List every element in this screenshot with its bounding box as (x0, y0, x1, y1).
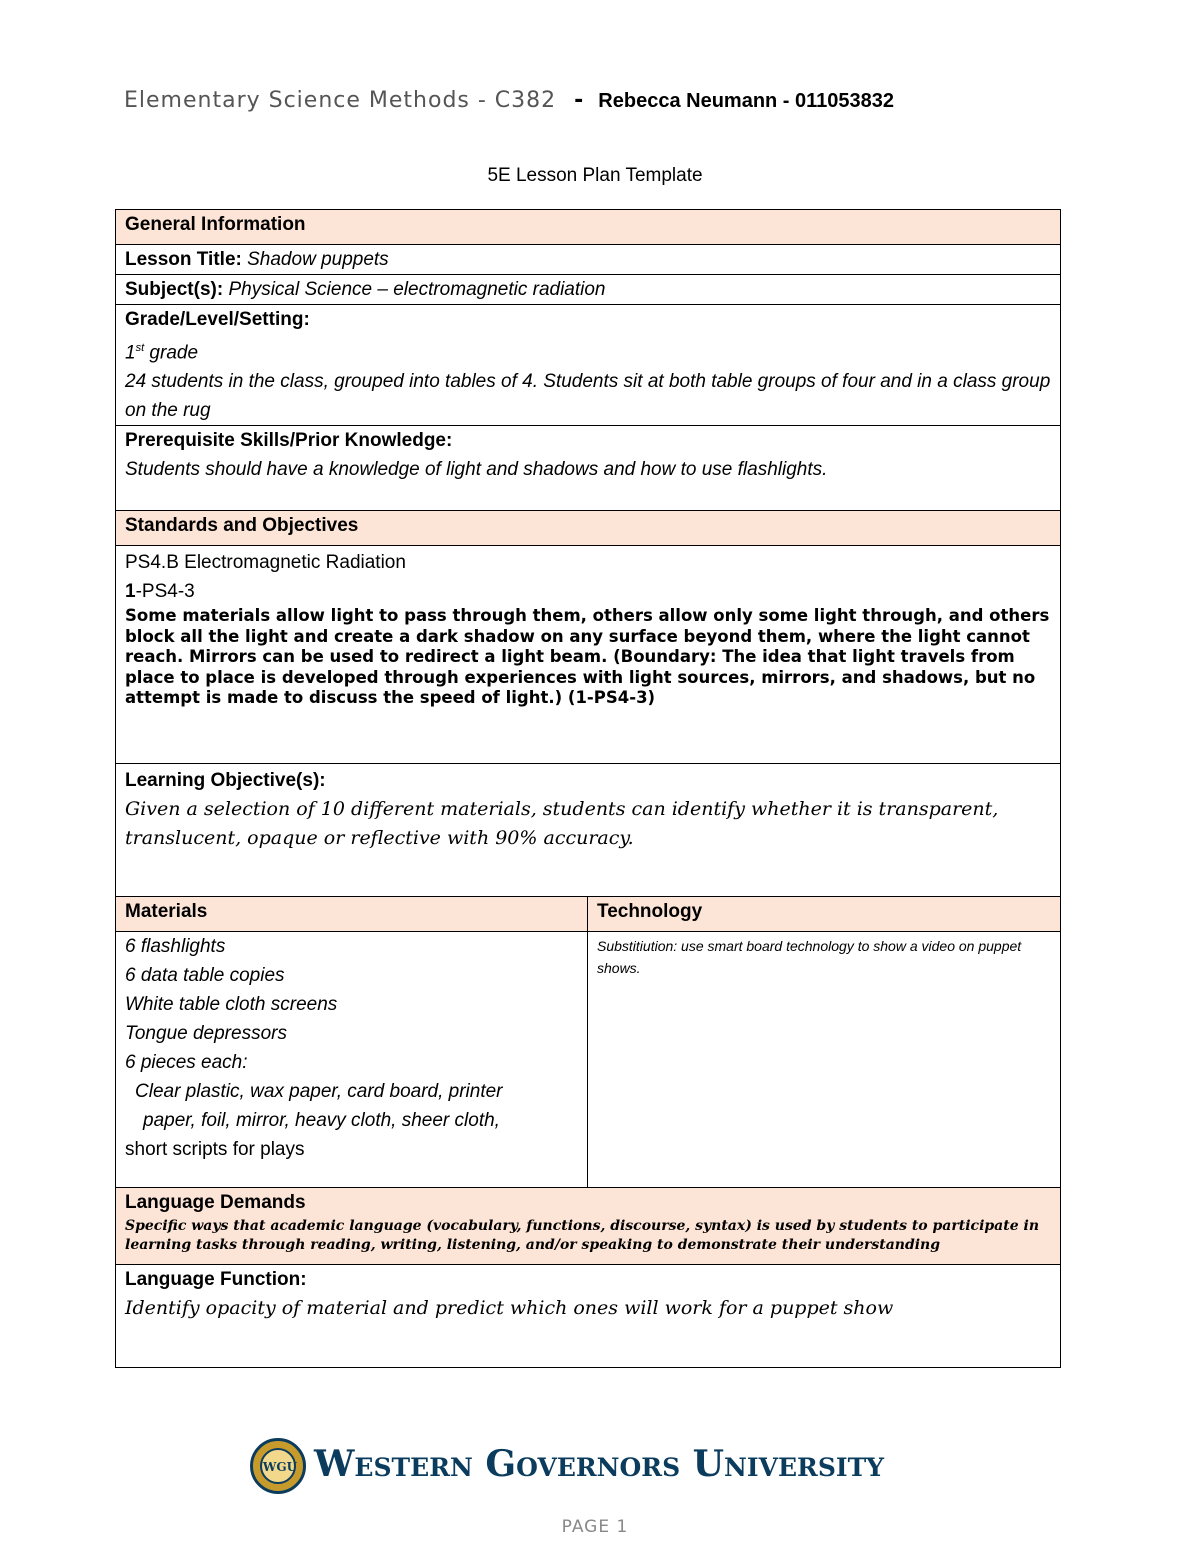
grade-row (116, 305, 1061, 426)
subjects-label: Subject(s): (125, 279, 224, 300)
materials-item: 6 pieces each: (125, 1052, 248, 1074)
course-title: Elementary Science Methods - C382 (124, 88, 557, 113)
technology-text: Substitiution: use smart board technology to show a video on puppet shows. (597, 938, 1022, 977)
grade-word: grade (149, 342, 199, 364)
general-info-header-row (116, 210, 1061, 245)
materials-heading: Materials (116, 897, 588, 932)
language-desc-after: (vocabulary, functions, discourse, syntax) is used by students to participate in learning tasks through reading, writing, listening, and/or speaking to demonstrate their understanding (125, 1218, 1039, 1254)
standard-code-title: PS4.B Electromagnetic Radiation (125, 552, 406, 574)
materials-item: Tongue depressors (125, 1023, 287, 1045)
objective-label: Learning Objective(s): (125, 770, 326, 792)
author-name: Rebecca Neumann - 011053832 (598, 90, 895, 112)
materials-cell (116, 932, 588, 1188)
wgu-wordmark: Western Governors University (314, 1443, 885, 1485)
technology-heading: Technology (588, 897, 1061, 932)
seal-monogram: WGU (262, 1460, 298, 1474)
grade-number: 1 (125, 342, 136, 364)
standards-cell (116, 546, 1061, 764)
standard-code-rest: -PS4-3 (135, 581, 195, 603)
standard-description: Some materials allow light to pass through them, others allow only some light through, and others block all the light and create a dark shadow on any surface beyond them, where the light cannot reach. Mirrors can be used to redirect a light beam. (Boundary: The idea that light travels from place to place is developed through experiences with light sources, mirrors, and shadows, but no attempt is made to discuss the speed of light.) (1-PS4-3) (125, 606, 1050, 708)
lesson-plan-table (115, 209, 1061, 1368)
prereq-label: Prerequisite Skills/Prior Knowledge: (125, 430, 453, 452)
lesson-title-value: Shadow puppets (247, 249, 389, 270)
materials-tech-row (116, 932, 1061, 1188)
materials-tech-header-row (116, 897, 1061, 932)
setting-text: 24 students in the class, grouped into tables of 4. Students sit at both table groups of four and in a class group on the rug (125, 371, 1051, 422)
header-separator: - (574, 88, 585, 113)
lesson-title-row (116, 245, 1061, 275)
lesson-title-cell (116, 245, 1061, 275)
grade-ordinal: st (135, 342, 145, 354)
seal-inner (260, 1448, 296, 1484)
prereq-row (116, 426, 1061, 511)
language-header-cell (116, 1188, 1061, 1265)
materials-subitems: Clear plastic, wax paper, card board, printer (135, 1081, 503, 1103)
general-info-heading: General Information (116, 210, 1061, 245)
materials-item: 6 flashlights (125, 936, 226, 958)
grade-value (125, 334, 1051, 367)
objective-value: Given a selection of 10 different materials, students can identify whether it is transparent, translucent, opaque or reflective with 90% accuracy. (125, 798, 999, 850)
language-function-label: Language Function: (125, 1269, 307, 1291)
language-desc-bold: academic language (270, 1218, 422, 1235)
objective-row (116, 764, 1061, 897)
subjects-cell (116, 275, 1061, 305)
materials-item: White table cloth screens (125, 994, 338, 1016)
language-header-row (116, 1188, 1061, 1265)
materials-item: 6 data table copies (125, 965, 285, 987)
language-function-value: Identify opacity of material and predict which ones will work for a puppet show (125, 1297, 894, 1320)
language-heading: Language Demands (125, 1192, 306, 1214)
language-desc-before: Specific ways that (125, 1218, 271, 1235)
document-header (124, 88, 894, 113)
prereq-cell (116, 426, 1061, 511)
document-title: 5E Lesson Plan Template (487, 165, 703, 186)
lesson-title-label: Lesson Title: (125, 249, 242, 270)
standards-row (116, 546, 1061, 764)
page-number: PAGE 1 (561, 1517, 629, 1537)
objective-cell (116, 764, 1061, 897)
grade-cell (116, 305, 1061, 426)
wgu-seal-icon (250, 1438, 306, 1494)
materials-item: short scripts for plays (125, 1139, 305, 1161)
wgu-logo (250, 1437, 910, 1497)
language-function-cell (116, 1265, 1061, 1368)
subjects-row (116, 275, 1061, 305)
standards-header-row (116, 511, 1061, 546)
technology-cell (588, 932, 1061, 1188)
subjects-value: Physical Science – electromagnetic radiation (228, 279, 606, 300)
standards-heading: Standards and Objectives (116, 511, 1061, 546)
prereq-value: Students should have a knowledge of light and shadows and how to use flashlights. (125, 459, 828, 481)
language-function-row (116, 1265, 1061, 1368)
materials-subitems: paper, foil, mirror, heavy cloth, sheer cloth, (143, 1110, 500, 1132)
standard-code (125, 577, 1051, 606)
standard-code-prefix: 1 (125, 581, 136, 603)
grade-label: Grade/Level/Setting: (125, 309, 310, 330)
language-description (125, 1217, 1051, 1257)
